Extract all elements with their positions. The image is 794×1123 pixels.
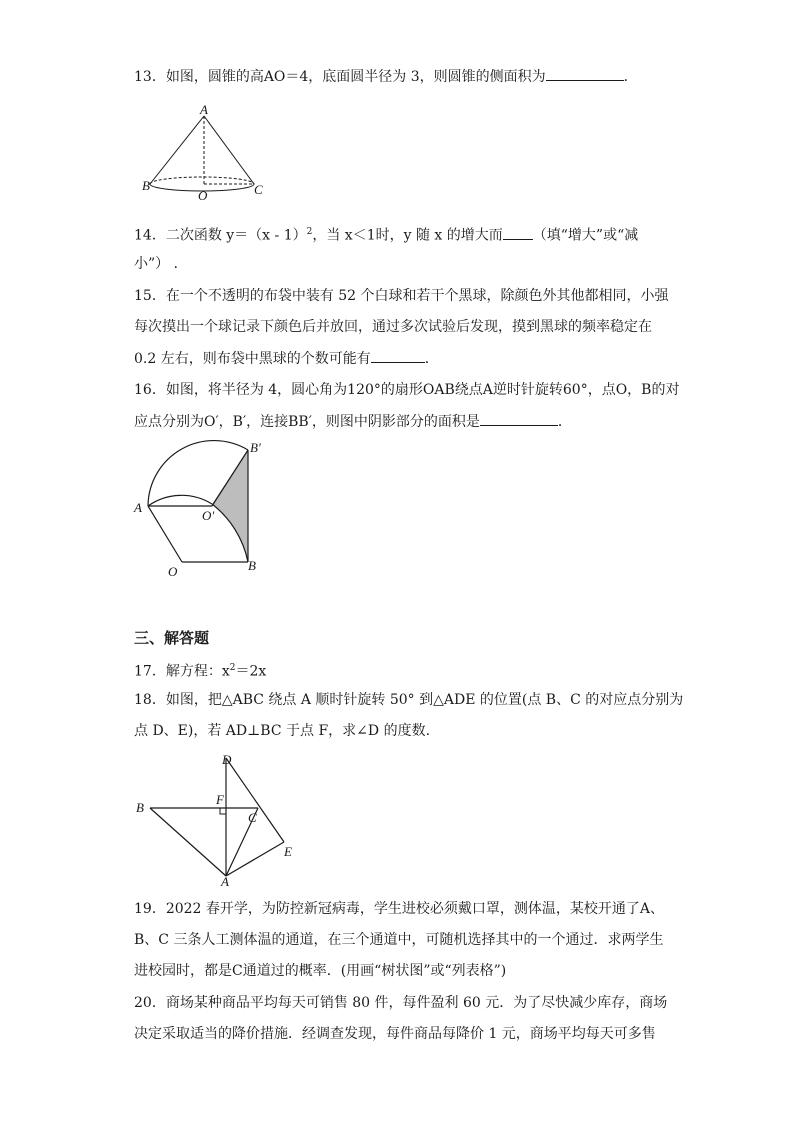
q16-stem: 应点分别为O′，B′，连接BB′，则图中阴影部分的面积是: [134, 414, 480, 430]
q17-part2: ＝2x: [235, 663, 267, 680]
q15-end: ．: [424, 351, 439, 367]
seg-a-o: [148, 506, 182, 562]
q16-line2: [134, 411, 572, 432]
q20-line2: 决定采取适当的降价措施．经调查发现，每件商品每降价 1 元，商场平均每天可多售: [134, 1026, 656, 1042]
q16-answer-blank[interactable]: [480, 411, 558, 426]
triangle-label-e: E: [284, 844, 292, 859]
cone-base-back: [150, 177, 254, 184]
q15-line1: 15．在一个不透明的布袋中装有 52 个白球和若干个黑球，除颜色外其他都相同，小强: [134, 288, 669, 304]
q13-stem: 13．如图，圆锥的高AO＝4，底面圆半径为 3，则圆锥的侧面积为: [134, 69, 546, 85]
q14-part3: （填“增大”或“减: [532, 227, 639, 244]
q16-end: ．: [557, 414, 572, 430]
q17-line: [134, 658, 266, 682]
q19-line2: B、C 三条人工测体温的通道，在三个通道中，可随机选择其中的一个通过．求两学生: [134, 932, 664, 948]
cone-label-c: C: [254, 182, 263, 197]
q13-end: ．: [623, 69, 638, 85]
cone-label-o: O: [198, 188, 208, 203]
q15-line3: [134, 348, 439, 369]
q14-line2: 小”） ．: [134, 256, 188, 272]
cone-left-slant: [150, 116, 204, 184]
q17-sup: 2: [229, 663, 236, 673]
sector-label-o: O: [168, 564, 178, 579]
sector-label-b: B: [248, 558, 256, 573]
triangle-label-a: A: [221, 874, 229, 889]
triangle-label-d: D: [222, 752, 232, 767]
q19-line1: 19．2022 春开学，为防控新冠病毒，学生进校必须戴口罩，测体温，某校开通了A、: [134, 901, 665, 917]
sector-label-bprime: B′: [250, 440, 261, 455]
sector-label-oprime: O′: [202, 508, 215, 523]
small-arc: [148, 495, 212, 506]
section-heading: 三、解答题: [134, 629, 210, 647]
triangle-rotation-figure: [132, 750, 302, 890]
q14-line1: [134, 222, 638, 246]
q18-line2: 点 D、E)，若 AD⊥BC 于点 F，求∠D 的度数.: [134, 723, 431, 739]
cone-label-b: B: [142, 178, 150, 193]
sector-rotation-figure: [132, 438, 272, 584]
q14-answer-blank[interactable]: [503, 225, 533, 240]
q14-part2: ，当 x＜1时，y 随 x 的增大而: [312, 227, 503, 244]
triangle-label-b: B: [136, 800, 144, 815]
q20-line1: 20．商场某种商品平均每天可销售 80 件，每件盈利 60 元．为了尽快减少库存，商场: [134, 995, 668, 1011]
triangle-label-c: C: [248, 810, 257, 825]
q17-part1: 17．解方程：x: [134, 663, 230, 680]
q16-line1: 16．如图，将半径为 4，圆心角为120°的扇形OAB绕点A逆时针旋转60°，点O，B的对: [134, 382, 680, 398]
cone-label-a: A: [200, 102, 208, 117]
triangle-label-f: F: [216, 792, 224, 807]
seg-d-e: [226, 758, 284, 842]
q13-answer-blank[interactable]: [546, 66, 624, 81]
q19-line3: 进校园时，都是C通道过的概率．(用画“树状图”或“列表格”): [134, 963, 507, 979]
q14-sup: 2: [306, 227, 313, 237]
cone-right-slant: [204, 116, 254, 184]
q15-answer-blank[interactable]: [371, 348, 425, 363]
q14-part1: 14．二次函数 y＝（x - 1）: [134, 227, 307, 244]
q15-stem: 0.2 左右，则布袋中黑球的个数可能有: [134, 351, 371, 367]
q18-line1: 18．如图，把△ABC 绕点 A 顺时针旋转 50° 到△ADE 的位置(点 B、C 的对应点分别为: [134, 692, 684, 708]
seg-b-a: [150, 808, 226, 876]
seg-a-e: [226, 842, 284, 876]
q15-line2: 每次摸出一个球记录下颜色后并放回，通过多次试验后发现，摸到黑球的频率稳定在: [134, 319, 652, 335]
q13-text: [134, 66, 638, 87]
cone-figure: [140, 104, 280, 206]
sector-label-a: A: [134, 500, 142, 515]
right-angle-mark: [220, 808, 226, 814]
